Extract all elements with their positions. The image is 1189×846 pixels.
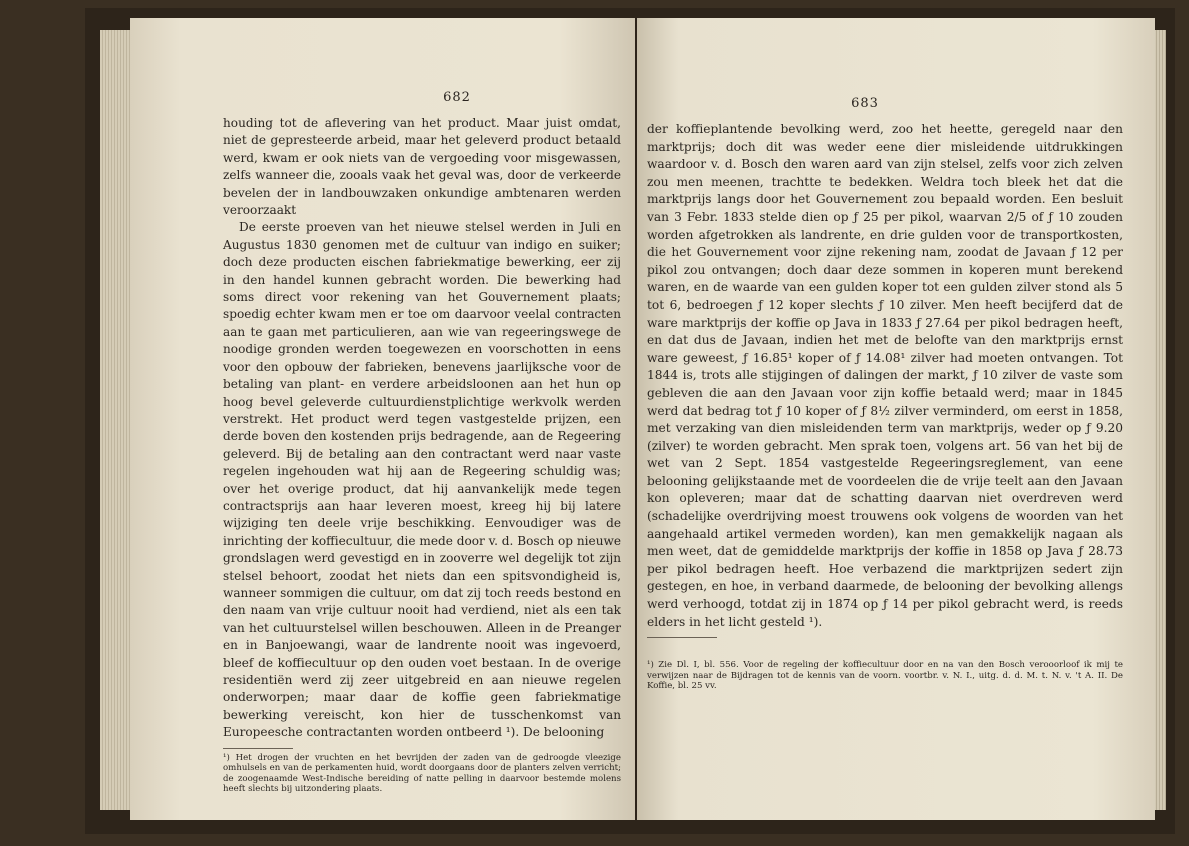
right-page-body <box>647 121 1123 631</box>
right-page-number: 683 <box>851 96 879 111</box>
left-page-edges <box>100 30 132 810</box>
right-footnote-rule <box>647 637 717 638</box>
right-paragraph-1: der koffieplantende bevolking werd, zoo het heette, geregeld naar den marktprijs; doch dit was weder eene dier misleidende uitdrukkingen waardoor v. d. Bosch den waren aard van zijn stelsel, zelfs voor zich zelven zou men meenen, trachtte te bedekken. Weldra toch bleek het dat die marktprijs langs door het Gouvernement zou bepaald worden. Een besluit van 3 Febr. 1833 stelde dien op ƒ 25 per pikol, waarvan 2/5 of ƒ 10 zouden worden afgetrokken als landrente, en drie gulden voor de transportkosten, die het Gouvernement voor zijne rekening nam, zoodat de Javaan ƒ 12 per pikol zou ontvangen; doch daar deze sommen in koperen munt berekend waren, en de waarde van een gulden koper tot een gulden zilver stond als 5 tot 6, bedroegen ƒ 12 koper slechts ƒ 10 zilver. Men heeft becijferd dat de ware marktprijs der koffie op Java in 1833 ƒ 27.64 per pikol bedragen heeft, en dat dus de Javaan, indien het met de belofte van den marktprijs ernst ware geweest, ƒ 16.85¹ koper of ƒ 14.08¹ zilver had moeten ontvangen. Tot 1844 is, trots alle stijgingen of dalingen der markt, ƒ 10 zilver de vaste som gebleven die aan den Javaan voor zijn koffie betaald werd; maar in 1845 werd dat bedrag tot ƒ 10 koper of ƒ 8½ zilver verminderd, om eerst in 1858, met verzaking van dien misleidenden term van marktprijs, weder op ƒ 9.20 (zilver) te worden gebracht. Men sprak toen, volgens art. 56 van het bij de wet van 2 Sept. 1854 vastgestelde Regeeringsreglement, van eene belooning gelijkstaande met de voordeelen die de vrije teelt aan den Javaan kon opleveren; maar dat de schatting daarvan niet overdreven werd (schadelijke overdrijving moest trouwens ook volgens de woorden van het aangehaald artikel vermeden worden), kan men gemakkelijk nagaan als men weet, dat de gemiddelde marktprijs der koffie in 1858 op Java ƒ 28.73 per pikol bedragen heeft. Hoe verbazend die marktprijzen sedert zijn gestegen, en hoe, in verband daarmede, de belooning der bevolking allengs werd verhoogd, totdat zij in 1874 op ƒ 14 per pikol gebracht werd, is reeds elders in het licht gesteld ¹). <box>647 122 1123 629</box>
left-paragraph-2: De eerste proeven van het nieuwe stelsel werden in Juli en Augustus 1830 genomen met de cultuur van indigo en suiker; doch deze producten eischen fabriekmatige bewerking, eer zij in den handel kunnen gebracht worden. Die bewerking had soms direct voor rekening van het Gouvernement plaats; spoedig echter kwam men er toe om daarvoor veelal contracten aan te gaan met particulieren, aan wie van regeeringswege de noodige gronden werden toegewezen en voorschotten in eens voor den opbouw der fabrieken, benevens jaarlijksche voor de betaling van plant- en verdere arbeidsloonen aan het hun op hoog bevel geleverde cultuurdienstplichtige werkvolk werden verstrekt. Het product werd tegen vastgestelde prijzen, een derde boven den kostenden prijs bedragende, aan de Regeering geleverd. Bij de betaling aan den contractant werd naar vaste regelen ingehouden wat hij aan de Regeering schuldig was; over het overige product, dat hij aanvankelijk mede tegen contractsprijs aan haar leveren moest, kreeg hij bij latere wijziging ten deele vrije beschikking. Eenvoudiger was de inrichting der koffiecultuur, die mede door v. d. Bosch op nieuwe grondslagen werd gevestigd en in zooverre wel degelijk tot zijn stelsel behoort, zoodat het niets dan een spitsvondigheid is, wanneer sommigen die cultuur, om dat zij toch reeds bestond en den naam van vrije cultuur nooit had verdiend, niet als een tak van het cultuurstelsel willen beschouwen. Alleen in de Preanger en in Banjoewangi, waar de landrente nooit was ingevoerd, bleef de koffiecultuur op den ouden voet bestaan. In de overige residentiën werd zij zeer uitgebreid en aan nieuwe regelen onderworpen; maar daar de koffie geen fabriekmatige bewerking vereischt, kon hier de tusschenkomst van Europeesche contractanten worden ontbeerd ¹). De belooning <box>223 220 621 740</box>
left-footnote-rule <box>223 748 293 749</box>
left-page <box>130 18 635 820</box>
right-page <box>637 18 1155 820</box>
left-footnote: ¹) Het drogen der vruchten en het bevrijden der zaden van de gedroogde vleezige omhulsels en van de perkamenten huid, wordt doorgaans door de planters zelven verricht; de zoogenaamde West-Indische bereiding of natte pelling in daarvoor bestemde molens heeft slechts bij uitzondering plaats. <box>223 752 621 795</box>
right-footnote: ¹) Zie Dl. I, bl. 556. Voor de regeling der koffiecultuur door en na van den Bosch verooorloof ik mij te verwijzen naar de Bijdragen tot de kennis van de voorn. voortbr. v. N. I., uitg. d. d. M. t. N. v. 't A. II. De Koffie, bl. 25 vv. <box>647 660 1123 692</box>
left-page-number: 682 <box>443 90 471 105</box>
left-paragraph-1: houding tot de aflevering van het product. Maar juist omdat, niet de gepresteerde arbeid, maar het geleverd product betaald werd, kwam er ook niets van de vergoeding voor misgewassen, zelfs wanneer die, zooals vaak het geval was, door de verkeerde bevelen der in landbouwzaken onkundige ambtenaren werden veroorzaakt <box>223 116 621 218</box>
left-page-body <box>223 115 621 742</box>
